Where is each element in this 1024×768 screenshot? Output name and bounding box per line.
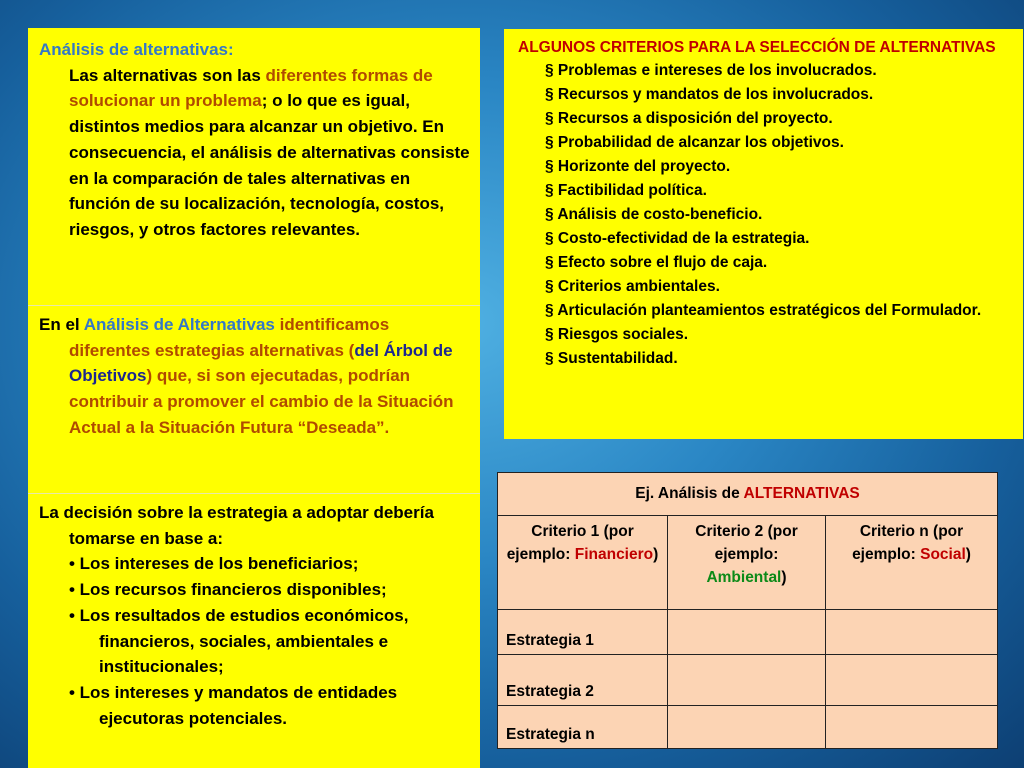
section-heading: Análisis de alternativas: [39,40,234,59]
definition-highlight: diferentes formas de solucionar un problema [69,65,433,111]
decision-bullet: • Los intereses y mandatos de entidades ejecutoras potenciales. [69,682,398,728]
decision-bullet: • Los recursos financieros disponibles; [69,580,387,600]
table-cell [668,655,826,706]
criteria-item: § Criterios ambientales. [545,278,720,295]
criteria-title: ALGUNOS CRITERIOS PARA LA SELECCIÓN DE ALTERNATIVAS [518,39,996,56]
decision-bullet: • Los resultados de estudios económicos, financieros, sociales, ambientales e institucionales; [69,605,409,677]
criteria-item: § Articulación planteamientos estratégicos del Formulador. [545,302,982,319]
criteria-list [518,59,1015,371]
table-cell [826,655,998,706]
table-row [498,610,998,655]
criteria-item: § Análisis de costo-beneficio. [545,206,763,223]
criteria-item: § Horizonte del proyecto. [545,158,731,175]
definition-paragraph [39,63,470,243]
strategies-navy: del Árbol de Objetivos [69,340,453,386]
criterion-value: Social [920,546,966,563]
section-strategies [28,305,480,493]
section-alternatives-definition [28,28,480,305]
strategies-paragraph [39,312,470,441]
table-title [498,473,998,516]
criterion-trail: ) [781,569,787,586]
criteria-item: § Probabilidad de alcanzar los objetivos. [545,134,844,151]
decision-bullet: • Los intereses de los beneficiarios; [69,554,359,574]
strategies-blue: Análisis de Alternativas [83,315,275,334]
strategy-label: Estrategia 1 [498,610,668,655]
criterion-value: Ambiental [706,569,782,586]
table-cell [826,610,998,655]
decision-intro: La decisión sobre la estrategia a adoptar debería tomarse en base a: [39,503,434,548]
criteria-item: § Riesgos sociales. [545,326,689,343]
section-decision [28,493,480,768]
table-title-lead: Ej. Análisis de [635,485,744,502]
criterion-lead: Criterio n (por ejemplo: [852,523,964,563]
table-row [498,706,998,749]
table-cell [826,706,998,749]
strategy-label: Estrategia n [498,706,668,749]
table-cell [668,706,826,749]
definition-lead: Las alternativas son las [69,65,266,85]
definition-rest: ; o lo que es igual, distintos medios para alcanzar un objetivo. En consecuencia, el análisis de alternativas consiste en la comparación de tales alternativas en función de su localización, tecnología, costos, riesgos, y otros factores relevantes. [69,91,470,239]
strategies-brown-1: identificamos diferentes estrategias alternativas ( [69,315,390,360]
criteria-item: § Factibilidad política. [545,182,707,199]
criteria-item: § Recursos y mandatos de los involucrados. [545,86,874,103]
criterion-trail: ) [965,546,971,563]
strategies-brown-2: ) que, si son ejecutadas, podrían contribuir a promover el cambio de la Situación Actual a la Situación Futura “Deseada”. [69,366,454,437]
criterion-trail: ) [653,546,659,563]
criterion-header-n [826,516,998,610]
criterion-value: Financiero [574,546,654,563]
criterion-lead: Criterio 1 (por ejemplo: [506,523,634,563]
criteria-item: § Costo-efectividad de la estrategia. [545,230,810,247]
criterion-header-2 [668,516,826,610]
strategies-lead: En el [39,315,84,334]
criteria-item: § Efecto sobre el flujo de caja. [545,254,768,271]
criteria-panel [504,29,1023,439]
criteria-item: § Recursos a disposición del proyecto. [545,110,833,127]
alternatives-table [497,472,998,749]
criteria-item: § Sustentabilidad. [545,350,678,367]
left-panel [28,28,480,768]
table-cell [668,610,826,655]
criterion-lead: Criterio 2 (por ejemplo: [695,523,798,563]
table-title-highlight: ALTERNATIVAS [743,485,860,502]
criterion-header-1 [498,516,668,610]
table-row [498,655,998,706]
criteria-item: § Problemas e intereses de los involucrados. [545,62,877,79]
strategy-label: Estrategia 2 [498,655,668,706]
